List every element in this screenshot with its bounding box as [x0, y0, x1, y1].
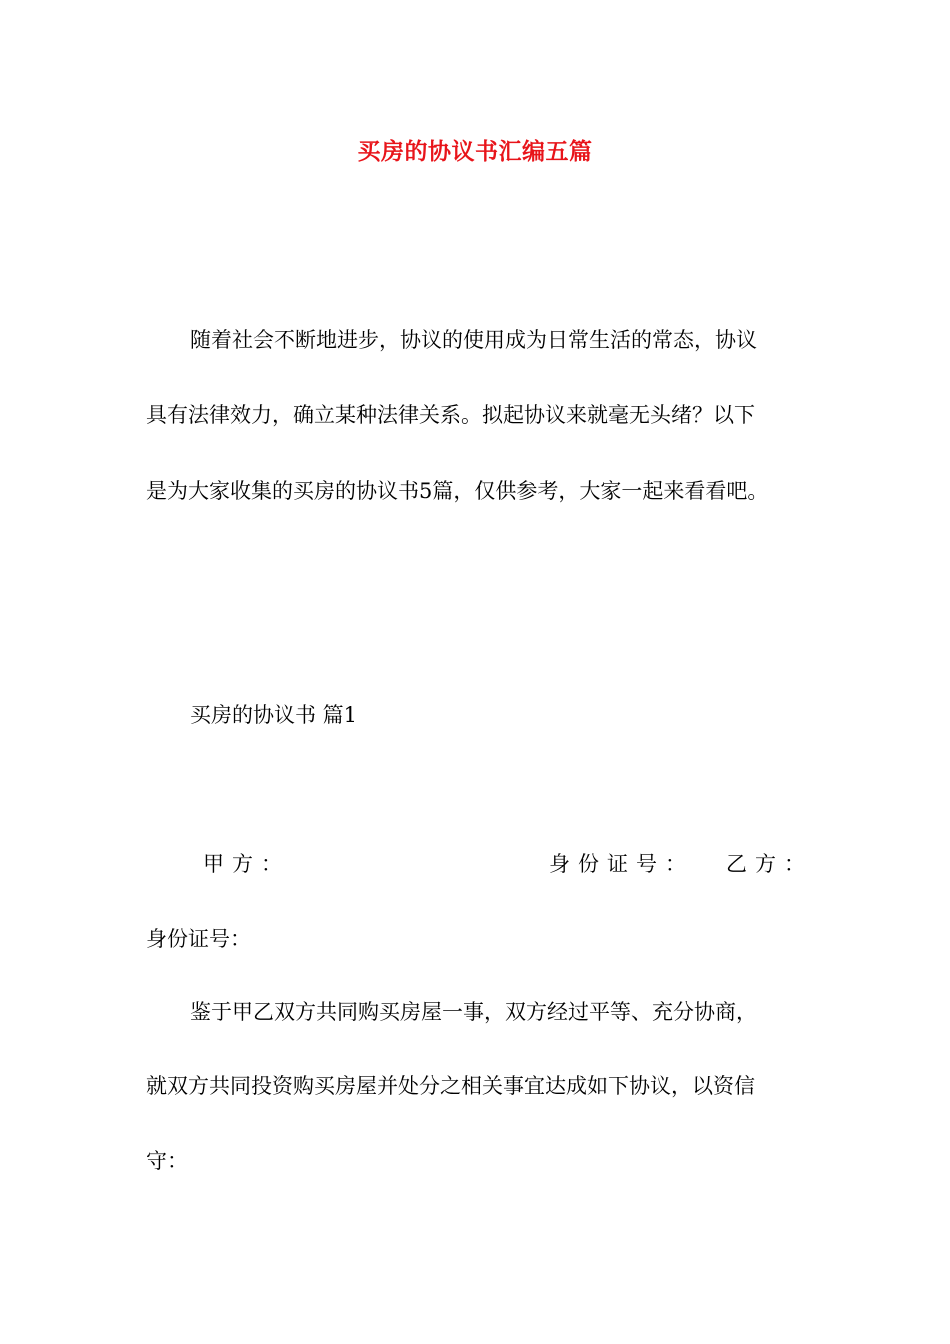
- agreement-para-line-2: 就双方共同投资购买房屋并处分之相关事宜达成如下协议，以资信: [146, 1074, 755, 1098]
- intro-line-2: 具有法律效力，确立某种法律关系。拟起协议来就毫无头绪？以下: [146, 403, 755, 427]
- intro-line-1: 随着社会不断地进步，协议的使用成为日常生活的常态，协议: [190, 328, 757, 352]
- document-title: 买房的协议书汇编五篇: [357, 139, 593, 165]
- intro-line-3: 是为大家收集的买房的协议书5篇，仅供参考，大家一起来看看吧。: [146, 479, 769, 503]
- id-number-label: 身份证号：: [549, 852, 694, 876]
- party-a-label: 甲方：: [203, 852, 290, 876]
- agreement-para-line-1: 鉴于甲乙双方共同购买房屋一事，双方经过平等、充分协商，: [190, 1000, 757, 1024]
- party-info-row: [146, 849, 813, 879]
- party-b-label: 乙方：: [726, 852, 813, 876]
- id-number-label-2: 身份证号：: [146, 927, 251, 951]
- section-heading: 买房的协议书 篇1: [190, 703, 358, 727]
- agreement-para-line-3: 守：: [146, 1149, 188, 1173]
